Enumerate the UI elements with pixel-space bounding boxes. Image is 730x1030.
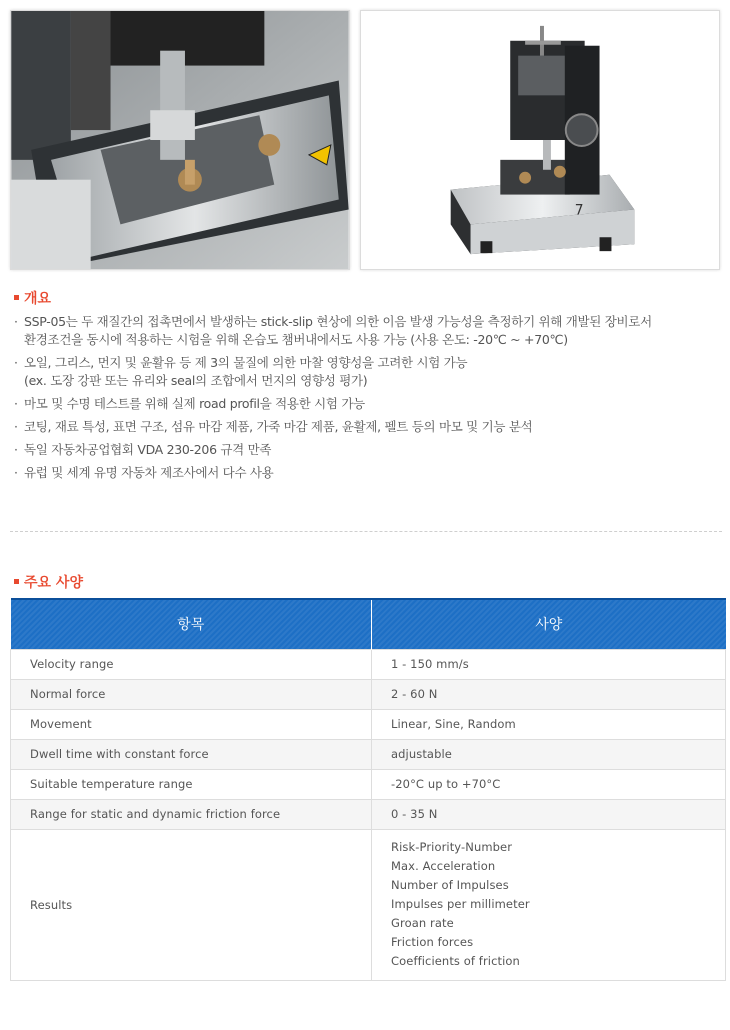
bullet-dot: ·: [14, 465, 18, 480]
spec-value-cell: [372, 709, 726, 739]
spec-row: [11, 739, 726, 769]
spec-value-line: Risk-Priority-Number: [391, 840, 513, 854]
spec-row: [11, 649, 726, 679]
spec-value-line: Coefficients of friction: [391, 954, 520, 968]
spec-value-line: 0 - 35 N: [391, 806, 438, 821]
overview-item: [14, 354, 714, 390]
spec-value-cell: [372, 739, 726, 769]
spec-item-cell: Velocity range: [11, 649, 372, 679]
overview-item-text: 오일, 그리스, 먼지 및 윤활유 등 제 3의 물질에 의한 마찰 영향성을 고려한 시험 가능: [24, 355, 468, 370]
spec-value-cell: [372, 769, 726, 799]
spec-row: [11, 829, 726, 980]
column-header-spec: 사양: [372, 599, 726, 649]
bullet-dot: ·: [14, 355, 18, 370]
overview-item-text: (ex. 도장 강판 또는 유리와 seal의 조합에서 먼지의 영향성 평가): [24, 373, 368, 388]
spec-row: [11, 679, 726, 709]
spec-value-line: -20°C up to +70°C: [391, 776, 501, 791]
heading-square-icon: [14, 295, 19, 300]
spec-item-cell: Normal force: [11, 679, 372, 709]
column-header-item: 항목: [11, 599, 372, 649]
overview-item-text: 환경조건을 동시에 적용하는 시험을 위해 온습도 챔버내에서도 사용 가능 (사용 온도: -20℃ ~ +70℃): [24, 332, 568, 347]
spec-row: [11, 709, 726, 739]
spec-value-cell: [372, 799, 726, 829]
specs-heading-text: 주요 사양: [24, 575, 83, 591]
spec-value-line: Max. Acceleration: [391, 859, 496, 873]
spec-table-header: [11, 599, 726, 649]
specs-heading: [14, 572, 83, 592]
overview-item-text: 독일 자동차공업협회 VDA 230-206 규격 만족: [24, 442, 272, 457]
spec-item-cell: Results: [11, 829, 372, 980]
overview-item: [14, 395, 714, 413]
overview-item-text: SSP-05는 두 재질간의 접촉면에서 발생하는 stick-slip 현상에 의한 이음 발생 가능성을 측정하기 위해 개발된 장비로서: [24, 314, 652, 329]
product-photo-machine: [360, 10, 720, 270]
overview-item: [14, 313, 714, 349]
spec-value-line: Impulses per millimeter: [391, 897, 530, 911]
overview-heading-text: 개요: [24, 291, 52, 307]
spec-item-cell: Suitable temperature range: [11, 769, 372, 799]
overview-item: [14, 464, 714, 482]
bullet-dot: ·: [14, 419, 18, 434]
spec-table-body: [11, 649, 726, 980]
machine-illustration: [361, 11, 719, 269]
spec-value-line: Linear, Sine, Random: [391, 716, 516, 731]
spec-value-line: Number of Impulses: [391, 878, 509, 892]
spec-value-line: adjustable: [391, 746, 452, 761]
spec-row: [11, 769, 726, 799]
product-photo-closeup: [10, 10, 350, 270]
spec-table: [10, 598, 726, 981]
spec-value-cell: [372, 649, 726, 679]
svg-text:7: 7: [574, 202, 584, 219]
closeup-illustration: [11, 11, 349, 269]
spec-value-line: Friction forces: [391, 935, 474, 949]
spec-value-cell: [372, 679, 726, 709]
spec-row: [11, 799, 726, 829]
spec-value-line: Groan rate: [391, 916, 454, 930]
bullet-dot: ·: [14, 314, 18, 329]
section-divider: [10, 531, 722, 532]
overview-heading: [14, 288, 51, 308]
heading-square-icon: [14, 579, 19, 584]
spec-item-cell: Movement: [11, 709, 372, 739]
bullet-dot: ·: [14, 442, 18, 457]
overview-item: [14, 441, 714, 459]
overview-list: [14, 313, 714, 487]
spec-item-cell: Dwell time with constant force: [11, 739, 372, 769]
spec-value-cell: [372, 829, 726, 980]
overview-item-text: 마모 및 수명 테스트를 위해 실제 road profil을 적용한 시험 가능: [24, 396, 365, 411]
overview-item-text: 코팅, 재료 특성, 표면 구조, 섬유 마감 제품, 가죽 마감 제품, 윤활제, 펠트 등의 마모 및 기능 분석: [24, 419, 533, 434]
spec-value-line: 2 - 60 N: [391, 686, 438, 701]
spec-value-line: 1 - 150 mm/s: [391, 656, 469, 671]
bullet-dot: ·: [14, 396, 18, 411]
overview-item-text: 유럽 및 세계 유명 자동차 제조사에서 다수 사용: [24, 465, 274, 480]
overview-item: [14, 418, 714, 436]
spec-item-cell: Range for static and dynamic friction force: [11, 799, 372, 829]
